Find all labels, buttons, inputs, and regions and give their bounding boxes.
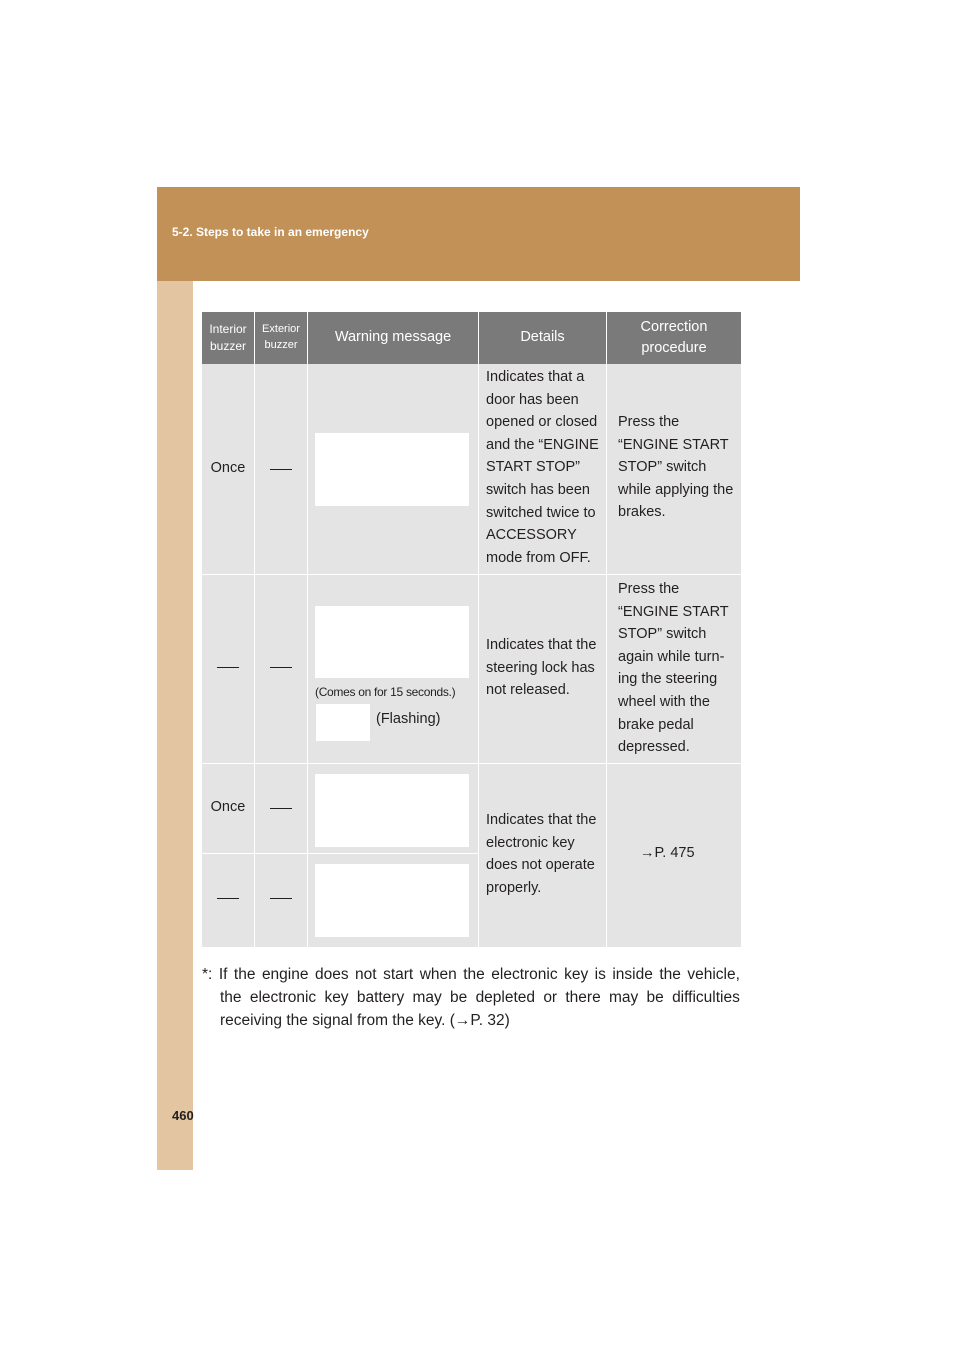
divider (307, 312, 308, 947)
row3-interior-buzzer: Once (210, 799, 246, 815)
footnote-line-3: receiving the signal from the key. (→P. 32) (220, 1012, 510, 1029)
row-divider (202, 763, 741, 764)
row1-interior-buzzer: Once (210, 460, 246, 476)
row1-details: Indicates that a door has been opened or closed and the “ENGINE START STOP” switch has been switched twice to ACCESSORY mode from OFF. (486, 369, 599, 566)
footnote (202, 963, 740, 1032)
footnote-line-1: *: If the engine does not start when the electronic key is inside the vehicle, (202, 966, 740, 983)
table-header (202, 312, 741, 364)
row2-exterior-dash (270, 667, 292, 668)
row3-exterior-dash (270, 808, 292, 809)
row1-warning-message-image (315, 433, 469, 506)
page-number: 460 (172, 1108, 194, 1123)
row2-comes-on-note: (Comes on for 15 seconds.) (315, 685, 456, 699)
row2-interior-dash (217, 667, 239, 668)
col-exterior-buzzer: Exterior buzzer (262, 323, 300, 351)
warning-table (202, 312, 741, 947)
col-interior-buzzer: Interior buzzer (209, 321, 247, 353)
row2-details: Indicates that the steering lock has not released. (486, 637, 597, 699)
col-correction: Correction procedure (640, 318, 708, 356)
row4-interior-dash (217, 898, 239, 899)
row3-correction-page-ref: →P. 475 (640, 845, 695, 861)
divider (254, 312, 255, 947)
row4-warning-message-image (315, 864, 469, 937)
footnote-line-2: the electronic key battery may be depleted or there may be difficulties (220, 989, 740, 1006)
col-details: Details (520, 329, 565, 346)
divider (478, 312, 479, 947)
row4-exterior-dash (270, 898, 292, 899)
row3-details: Indicates that the electronic key does not operate properly. (486, 812, 597, 896)
row2-indicator-image (316, 704, 370, 741)
row3-warning-message-image (315, 774, 469, 847)
side-strip (157, 281, 193, 1170)
row2-warning-message-image (315, 606, 469, 678)
row-divider (202, 853, 478, 854)
row1-exterior-dash (270, 469, 292, 470)
row-divider (202, 574, 741, 575)
section-title: 5-2. Steps to take in an emergency (172, 225, 369, 239)
row2-flashing-note: (Flashing) (376, 711, 441, 727)
row1-correction: Press the “ENGINE START STOP” switch while applying the brakes. (618, 414, 734, 521)
row2-correction: Press the “ENGINE START STOP” switch again while turn- ing the steering wheel with the brake pedal depressed. (618, 581, 729, 756)
col-warning-message: Warning message (334, 329, 452, 346)
